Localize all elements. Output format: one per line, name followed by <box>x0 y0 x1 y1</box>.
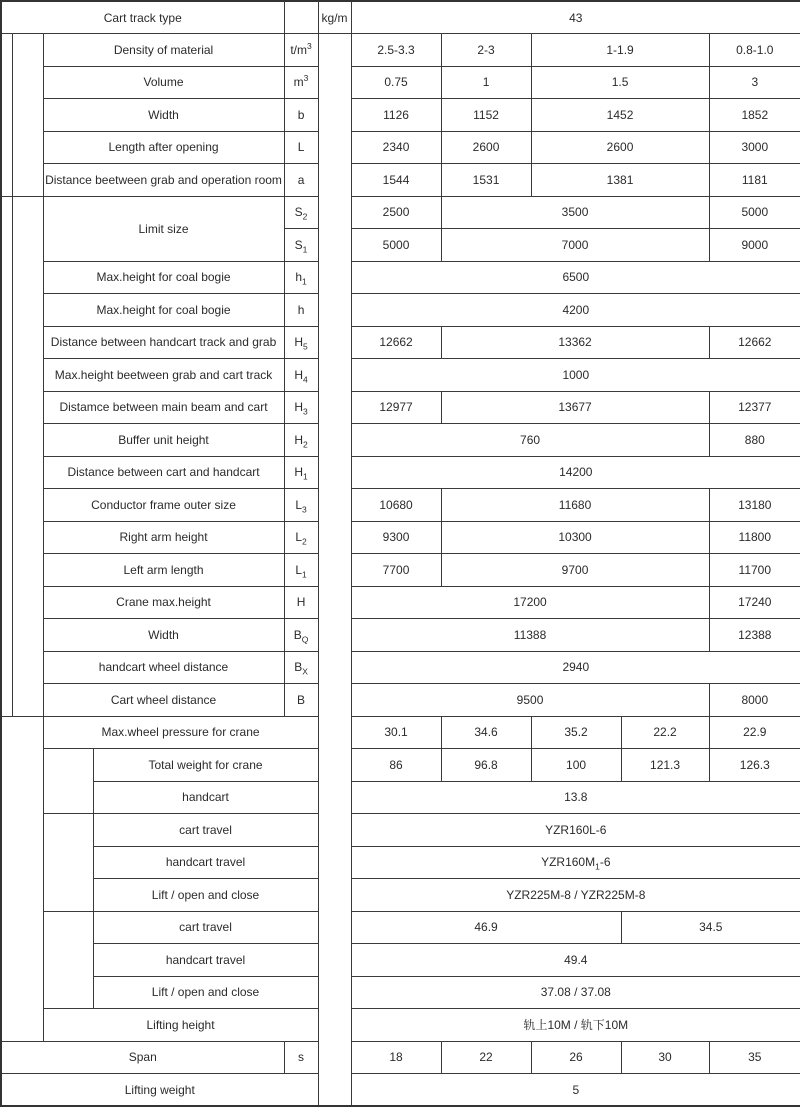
row-dist-handcart-track-grab <box>1 326 800 359</box>
unit-cell: $B_Q$ <box>284 619 318 652</box>
value-cell: 5000 <box>709 196 800 229</box>
unit-cell: kg/m <box>318 1 351 34</box>
row-handcart-wheel-distance <box>1 651 800 684</box>
row-motor-cart-travel <box>1 814 800 847</box>
value-cell: 37.08 / 37.08 <box>351 976 800 1009</box>
unit-cell: $L_1$ <box>284 554 318 587</box>
value-cell: 1531 <box>441 164 531 197</box>
value-cell: 12388 <box>709 619 800 652</box>
value-cell: 86 <box>351 749 441 782</box>
unit-cell: B <box>284 684 318 717</box>
value-cell: 11800 <box>709 521 800 554</box>
row-label: Max.wheel pressure for crane <box>43 716 318 749</box>
row-left-arm-length <box>1 554 800 587</box>
row-label: Limit size <box>43 196 284 261</box>
row-motor-handcart-travel <box>1 846 800 879</box>
row-label: Cart track type <box>1 1 284 34</box>
value-cell: 760 <box>351 424 709 457</box>
indent-cell <box>43 911 93 1009</box>
value-cell: 7000 <box>441 229 709 262</box>
row-label: handcart <box>93 781 318 814</box>
value-cell: 1452 <box>531 99 709 132</box>
value-cell: 100 <box>531 749 621 782</box>
indent-cell <box>43 814 93 912</box>
value-cell: 11700 <box>709 554 800 587</box>
value-cell: YZR225M-8 / YZR225M-8 <box>351 879 800 912</box>
row-length-after-opening <box>1 131 800 164</box>
unit-cell: $S_1$ <box>284 229 318 262</box>
unit-cell: h <box>284 294 318 327</box>
row-label: Right arm height <box>43 521 284 554</box>
value-cell: 3000 <box>709 131 800 164</box>
row-motor-lift-open-close <box>1 879 800 912</box>
value-cell: 49.4 <box>351 944 800 977</box>
row-label: handcart travel <box>93 846 318 879</box>
row-dist-main-beam-cart <box>1 391 800 424</box>
value-cell: 880 <box>709 424 800 457</box>
value-cell: 2500 <box>351 196 441 229</box>
value-cell: 8000 <box>709 684 800 717</box>
unit-cell: $H_5$ <box>284 326 318 359</box>
value-cell: $YZR160M_1-6$ <box>351 846 800 879</box>
value-cell: 121.3 <box>621 749 709 782</box>
value-cell: 2.5-3.3 <box>351 34 441 67</box>
unit-cell: $H_4$ <box>284 359 318 392</box>
value-cell: 10300 <box>441 521 709 554</box>
unit-cell: $B_X$ <box>284 651 318 684</box>
row-lifting-height <box>1 1009 800 1042</box>
value-cell: 12377 <box>709 391 800 424</box>
row-buffer-unit-height <box>1 424 800 457</box>
row-lifting-weight <box>1 1074 800 1107</box>
value-cell: 13362 <box>441 326 709 359</box>
unit-cell: $m^3$ <box>284 66 318 99</box>
value-cell: 2600 <box>441 131 531 164</box>
empty-unit-cell <box>284 1 318 34</box>
row-label: Buffer unit height <box>43 424 284 457</box>
row-label: Width <box>43 619 284 652</box>
row-max-height-grab-cart-track <box>1 359 800 392</box>
row-power-lift-open-close <box>1 976 800 1009</box>
value-cell: 12977 <box>351 391 441 424</box>
row-cart-track-type <box>1 1 800 34</box>
value-cell: 1852 <box>709 99 800 132</box>
value-cell: 1381 <box>531 164 709 197</box>
unit-cell: $H_2$ <box>284 424 318 457</box>
value-cell: 2340 <box>351 131 441 164</box>
value-cell: 35.2 <box>531 716 621 749</box>
value-cell: 34.5 <box>621 911 800 944</box>
row-label: Distamce between main beam and cart <box>43 391 284 424</box>
value-cell: 2940 <box>351 651 800 684</box>
value-cell: 126.3 <box>709 749 800 782</box>
value-cell: 17200 <box>351 586 709 619</box>
unit-cell: $t/m^3$ <box>284 34 318 67</box>
value-cell: 2-3 <box>441 34 531 67</box>
value-cell: 11680 <box>441 489 709 522</box>
value-cell: 6500 <box>351 261 800 294</box>
left-rail-cell <box>12 34 43 197</box>
value-cell: 9500 <box>351 684 709 717</box>
unit-cell: b <box>284 99 318 132</box>
value-cell: 12662 <box>351 326 441 359</box>
row-total-weight <box>1 749 800 782</box>
row-dist-cart-handcart <box>1 456 800 489</box>
row-max-height-coal-bogie-h <box>1 294 800 327</box>
value-cell: 3500 <box>441 196 709 229</box>
row-width-b <box>1 99 800 132</box>
value-cell: 9700 <box>441 554 709 587</box>
value-cell: 11388 <box>351 619 709 652</box>
unit-cell: s <box>284 1041 318 1074</box>
value-cell: 26 <box>531 1041 621 1074</box>
value-cell: 5000 <box>351 229 441 262</box>
left-rail-cell <box>1 34 12 197</box>
value-cell: 34.6 <box>441 716 531 749</box>
row-label: handcart wheel distance <box>43 651 284 684</box>
row-label: cart travel <box>93 911 318 944</box>
value-cell: 46.9 <box>351 911 621 944</box>
value-cell: 35 <box>709 1041 800 1074</box>
value-cell: 0.8-1.0 <box>709 34 800 67</box>
row-label: Lifting weight <box>1 1074 318 1107</box>
value-cell: 17240 <box>709 586 800 619</box>
value-cell: 9300 <box>351 521 441 554</box>
row-label: Distance between cart and handcart <box>43 456 284 489</box>
row-limit-size-s2 <box>1 196 800 229</box>
value-cell: YZR160L-6 <box>351 814 800 847</box>
unit-cell: $S_2$ <box>284 196 318 229</box>
row-label: Lift / open and close <box>93 879 318 912</box>
row-density <box>1 34 800 67</box>
row-label: Max.height for coal bogie <box>43 261 284 294</box>
value-cell: 22.2 <box>621 716 709 749</box>
left-rail-cell <box>1 196 12 716</box>
value-cell: 9000 <box>709 229 800 262</box>
value-cell: 13.8 <box>351 781 800 814</box>
value-cell: 96.8 <box>441 749 531 782</box>
value-cell: 14200 <box>351 456 800 489</box>
row-span <box>1 1041 800 1074</box>
row-label: Distance between handcart track and grab <box>43 326 284 359</box>
value-cell: 0.75 <box>351 66 441 99</box>
left-rail-cell <box>12 196 43 716</box>
row-label: Cart wheel distance <box>43 684 284 717</box>
value-cell: 1.5 <box>531 66 709 99</box>
spacer-column-cell <box>318 34 351 1107</box>
value-cell: 1181 <box>709 164 800 197</box>
value-cell: 13677 <box>441 391 709 424</box>
row-conductor-frame-outer-size <box>1 489 800 522</box>
row-dist-grab-operation-room <box>1 164 800 197</box>
row-label: Max.height beetween grab and cart track <box>43 359 284 392</box>
value-cell: 2600 <box>531 131 709 164</box>
row-label: Conductor frame outer size <box>43 489 284 522</box>
value-cell: 3 <box>709 66 800 99</box>
value-cell: 18 <box>351 1041 441 1074</box>
row-label: handcart travel <box>93 944 318 977</box>
unit-cell: $H_3$ <box>284 391 318 424</box>
value-cell: 22.9 <box>709 716 800 749</box>
unit-cell: $h_1$ <box>284 261 318 294</box>
indent-cell <box>43 749 93 814</box>
row-label: Lift / open and close <box>93 976 318 1009</box>
row-label: Left arm length <box>43 554 284 587</box>
unit-cell: $L_2$ <box>284 521 318 554</box>
unit-cell: a <box>284 164 318 197</box>
row-power-handcart-travel <box>1 944 800 977</box>
value-cell: 1 <box>441 66 531 99</box>
row-label: Distance beetween grab and operation room <box>43 164 284 197</box>
row-label: Span <box>1 1041 284 1074</box>
row-crane-max-height <box>1 586 800 619</box>
value-cell: 12662 <box>709 326 800 359</box>
row-label: Width <box>43 99 284 132</box>
row-label: Density of material <box>43 34 284 67</box>
value-cell: 1000 <box>351 359 800 392</box>
unit-cell: H <box>284 586 318 619</box>
value-cell: 轨上10M / 轨下10M <box>351 1009 800 1042</box>
value-cell: 30 <box>621 1041 709 1074</box>
value-cell: 30.1 <box>351 716 441 749</box>
value-cell: 43 <box>351 1 800 34</box>
unit-cell: $H_1$ <box>284 456 318 489</box>
row-label: Volume <box>43 66 284 99</box>
value-cell: 7700 <box>351 554 441 587</box>
row-cart-wheel-distance <box>1 684 800 717</box>
value-cell: 1544 <box>351 164 441 197</box>
value-cell: 4200 <box>351 294 800 327</box>
value-cell: 1-1.9 <box>531 34 709 67</box>
row-label: Lifting height <box>43 1009 318 1042</box>
row-label: Total weight for crane <box>93 749 318 782</box>
row-max-wheel-pressure <box>1 716 800 749</box>
unit-cell: $L_3$ <box>284 489 318 522</box>
row-power-cart-travel <box>1 911 800 944</box>
row-label: cart travel <box>93 814 318 847</box>
row-volume <box>1 66 800 99</box>
row-label: Max.height for coal bogie <box>43 294 284 327</box>
row-right-arm-height <box>1 521 800 554</box>
left-rail-cell <box>1 716 43 1041</box>
value-cell: 13180 <box>709 489 800 522</box>
value-cell: 1152 <box>441 99 531 132</box>
row-handcart-weight <box>1 781 800 814</box>
row-label: Length after opening <box>43 131 284 164</box>
row-label: Crane max.height <box>43 586 284 619</box>
value-cell: 22 <box>441 1041 531 1074</box>
row-width-bq <box>1 619 800 652</box>
value-cell: 1126 <box>351 99 441 132</box>
row-max-height-coal-bogie-h1 <box>1 261 800 294</box>
value-cell: 10680 <box>351 489 441 522</box>
value-cell: 5 <box>351 1074 800 1107</box>
unit-cell: L <box>284 131 318 164</box>
